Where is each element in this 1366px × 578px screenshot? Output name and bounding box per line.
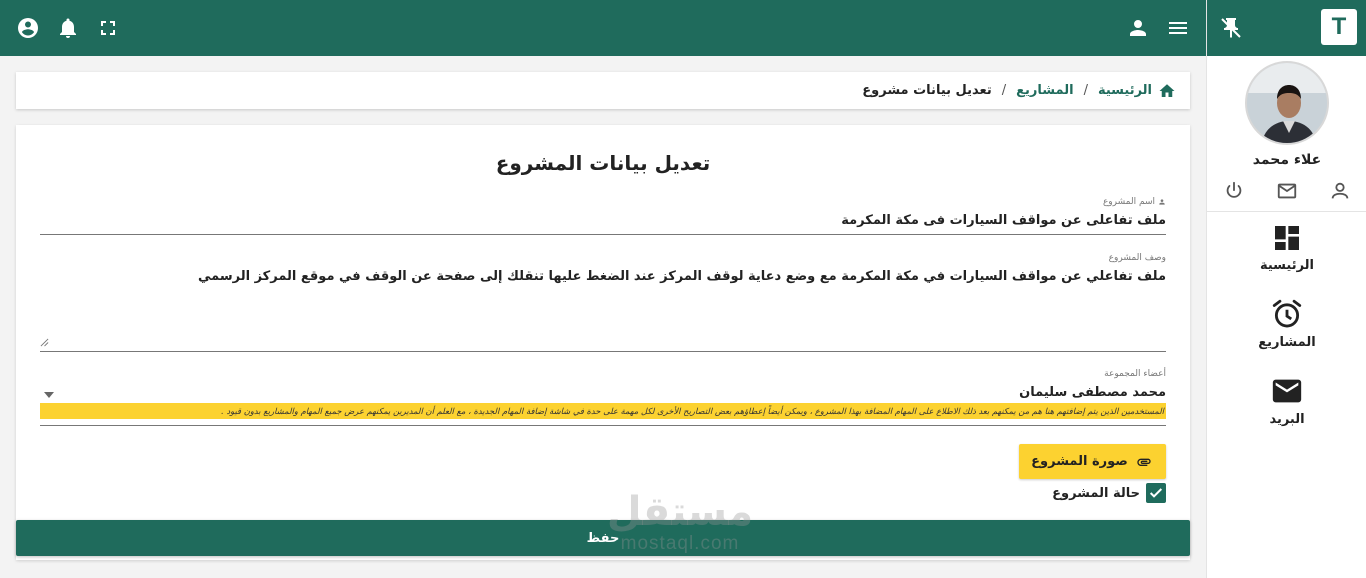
attachment-icon	[1134, 454, 1154, 470]
field-label: أعضاء المجموعة	[1104, 369, 1166, 379]
person-icon[interactable]	[1329, 180, 1351, 202]
user-actions	[1207, 178, 1366, 212]
home-icon[interactable]	[1158, 82, 1176, 100]
breadcrumb	[16, 72, 1190, 109]
bell-icon[interactable]	[56, 16, 80, 40]
sidebar-item-projects[interactable]	[1207, 297, 1366, 350]
sidebar-item-home[interactable]	[1207, 222, 1366, 273]
sidebar-item-label: المشاريع	[1258, 335, 1316, 350]
app-logo[interactable]: T	[1321, 9, 1357, 45]
project-name-input[interactable]: ملف تفاعلى عن مواقف السيارات فى مكة المكرمة	[841, 213, 1166, 228]
project-status-row	[1016, 482, 1166, 504]
menu-icon[interactable]	[1166, 16, 1190, 40]
project-form	[16, 125, 1190, 560]
power-icon[interactable]	[1223, 180, 1245, 202]
top-bar	[0, 0, 1206, 56]
sidebar-item-mail[interactable]	[1207, 374, 1366, 427]
person-icon[interactable]	[1126, 16, 1150, 40]
project-name-field[interactable]	[40, 197, 1166, 235]
alarm-icon	[1270, 297, 1304, 331]
breadcrumb-projects[interactable]: المشاريع	[1016, 83, 1074, 98]
fullscreen-icon[interactable]	[96, 16, 120, 40]
save-button[interactable]: حفظ	[16, 520, 1190, 556]
field-label: اسم المشروع	[40, 197, 1166, 207]
person-icon	[1158, 198, 1166, 206]
page-title: تعديل بيانات المشروع	[495, 151, 711, 175]
breadcrumb-separator: /	[1001, 83, 1007, 98]
members-hint: المستخدمين الذين يتم إضافتهم هنا هم من يمكنهم بعد ذلك الاطلاع على المهام المضافة بهذا المشروع ، ويمكن أيضاً إعطاؤهم بعض التصاريح الأخرى لكل مهمة على حدة في شاشة إضافة المهام الجديدة ، مع العلم أن المديرين يمكنهم عرض جميع المهام والمشاريع بدون قيود .	[40, 403, 1166, 419]
mail-icon	[1270, 374, 1304, 408]
breadcrumb-separator: /	[1083, 83, 1088, 98]
sidebar-item-label: البريد	[1269, 412, 1305, 427]
project-photo-button[interactable]: صورة المشروع	[1019, 444, 1166, 479]
dashboard-icon	[1271, 222, 1303, 254]
sidebar-item-label: الرئيسية	[1259, 258, 1315, 273]
avatar	[1245, 61, 1329, 145]
project-status-label: حالة المشروع	[1052, 485, 1140, 501]
pin-off-icon[interactable]	[1219, 16, 1243, 40]
project-description-field[interactable]	[40, 253, 1166, 352]
group-members-select[interactable]: محمد مصطفى سليمان	[1019, 385, 1166, 400]
project-description-textarea[interactable]: ملف تفاعلي عن مواقف السيارات في مكة المكرمة مع وضع دعاية لوقف المركز عند الضغط عليها تنقلك إلى صفحة عن الوقف في موقع المركز الرسمي	[197, 269, 1166, 284]
project-status-checkbox[interactable]	[1146, 483, 1166, 503]
chevron-down-icon[interactable]	[44, 392, 54, 398]
check-icon	[1148, 485, 1164, 501]
field-label: وصف المشروع	[1108, 253, 1166, 263]
resize-handle-icon[interactable]	[40, 338, 49, 347]
sidebar	[1206, 0, 1366, 578]
sidebar-header	[1207, 0, 1366, 56]
user-name: علاء محمد	[1252, 152, 1322, 168]
breadcrumb-current: تعديل بيانات مشروع	[862, 83, 992, 98]
mail-icon[interactable]	[1276, 180, 1298, 202]
breadcrumb-home[interactable]: الرئيسية	[1097, 83, 1152, 98]
watermark: مستقل mostaql.com	[606, 489, 754, 554]
account-circle-icon[interactable]	[16, 16, 40, 40]
